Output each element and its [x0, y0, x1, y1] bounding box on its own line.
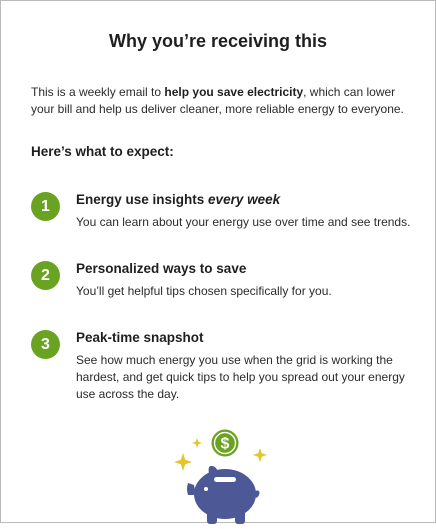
step-title	[76, 192, 280, 207]
step-number-badge: 3	[31, 330, 60, 359]
piggy-bank-illustration	[169, 429, 273, 524]
piggy-bank-icon	[169, 429, 273, 524]
step-number-badge: 2	[31, 261, 60, 290]
step-description: See how much energy you use when the grid is working the hardest, and get quick tips to help you spread out your energy use across the day.	[76, 353, 405, 401]
step-number-badge: 1	[31, 192, 60, 221]
step-title: Personalized ways to save	[76, 261, 247, 276]
dollar-coin-icon	[212, 430, 239, 457]
step-description: You’ll get helpful tips chosen specifically for you.	[76, 284, 332, 298]
sparkle-icon	[174, 453, 192, 471]
step-title-emphasis: every week	[208, 192, 281, 207]
intro-text-before: This is a weekly email to	[31, 85, 165, 99]
step-description: You can learn about your energy use over time and see trends.	[76, 215, 411, 229]
step-title: Peak-time snapshot	[76, 330, 204, 345]
step-title-text: Energy use insights	[76, 192, 209, 207]
intro-emphasis: help you save electricity	[164, 85, 304, 99]
piggy-body	[187, 466, 260, 524]
sparkle-icon	[253, 448, 267, 462]
coin-symbol: $	[220, 435, 230, 453]
sparkle-icon	[192, 438, 202, 448]
intro-text-after: , which can lower your bill and help us deliver cleaner, more reliable energy to everyone.	[31, 85, 404, 116]
page-title: Why you’re receiving this	[108, 31, 328, 51]
expectations-heading: Here’s what to expect:	[31, 144, 174, 159]
intro-paragraph	[31, 84, 411, 118]
